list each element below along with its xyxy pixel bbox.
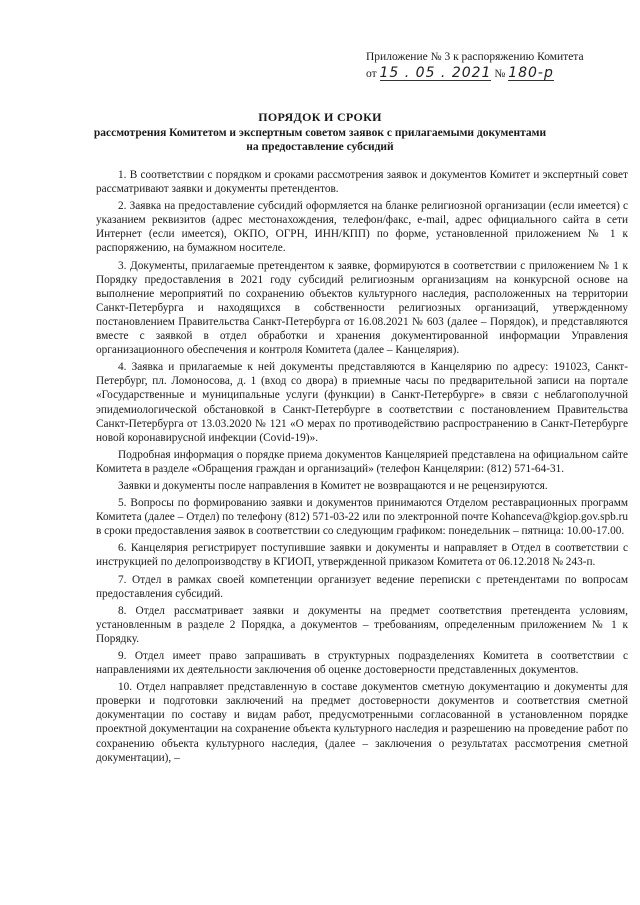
- handwritten-number: 180-р: [508, 65, 554, 81]
- paragraph-4: 4. Заявка и прилагаемые к ней документы представляются в Канцелярию по адресу: 191023, Санкт-Петербург, пл. Ломоносова, д. 1 (вход со двора) в приемные часы по предварительной записи на портале «Государственные и муниципальные услуги (функции) в Санкт-Петербурге» в связи с неблагополучной эпидемиологической обстановкой в Санкт-Петербурге в соответствии с постановлением Правительства Санкт-Петербурга от 13.03.2020 № 121 «О мерах по противодействию распространению в Санкт-Петербурге новой коронавирусной инфекции (Covid-19)».: [96, 361, 628, 444]
- paragraph-1: 1. В соответствии с порядком и сроками рассмотрения заявок и документов Комитет и экспертный совет рассматривают заявки и документы претендентов.: [96, 169, 628, 196]
- paragraph-3: 3. Документы, прилагаемые претендентом к заявке, формируются в соответствии с приложением № 1 к Порядку предоставления в 2021 году субсидий религиозным организациям на конкурсной основе на выполнение мероприятий по сохранению объектов культурного наследия, расположенных на территории Санкт-Петербурга и находящихся в собственности религиозных организаций, утвержденному постановлением Правительства Санкт-Петербурга от 16.08.2021 № 603 (далее – Порядок), и представляются вместе с заявкой в отдел обработки и хранения документированной информации Управления организационного обеспечения и контроля Комитета (далее – Канцелярия).: [96, 259, 628, 357]
- paragraph-4-note: Заявки и документы после направления в Комитет не возвращаются и не рецензируются.: [118, 479, 548, 492]
- number-label: №: [494, 68, 506, 80]
- paragraph-9: 9. Отдел имеет право запрашивать в структурных подразделениях Комитета в соответствии с направлениями их деятельности заключения об оценке достоверности представленных документов.: [96, 650, 628, 677]
- paragraph-7: 7. Отдел в рамках своей компетенции организует ведение переписки с претендентами по вопросам предоставления субсидий.: [96, 573, 628, 600]
- paragraph-5: 5. Вопросы по формированию заявки и документов принимаются Отделом реставрационных программ Комитета (далее – Отдел) по телефону (812) 571-03-22 или по электронной почте Kohanceva@kgiop.gov.spb.ru в сроки предоставления заявок в соответствии со следующим графиком: понедельник – пятница: 10.00-17.00.: [96, 497, 628, 538]
- document-subtitle: рассмотрения Комитетом и экспертным советом заявок с прилагаемыми документами на предоставление субсидий: [93, 127, 547, 153]
- date-prefix: от: [366, 68, 377, 80]
- appendix-header: [366, 50, 628, 81]
- document-title: ПОРЯДОК И СРОКИ: [258, 110, 382, 124]
- appendix-reference: Приложение № 3 к распоряжению Комитета: [366, 51, 584, 63]
- document-body: [96, 168, 628, 768]
- paragraph-4-details: Подробная информация о порядке приема документов Канцелярией представлена на официальном сайте Комитета в разделе «Обращения граждан и организаций» (телефон Канцелярии: (812) 571-64-31.: [96, 448, 628, 475]
- appendix-date-line: [366, 66, 628, 81]
- paragraph-6: 6. Канцелярия регистрирует поступившие заявки и документы и направляет в Отдел в соответствии с инструкцией по делопроизводству в КГИОП, утвержденной приказом Комитета от 06.12.2018 № 243-п.: [96, 542, 628, 569]
- paragraph-10: 10. Отдел направляет представленную в составе документов сметную документацию и документы для проверки и подготовки заключений на предмет достоверности документов и соответствия сметной документации по составу и видам работ, предусмотренными согласованной в установленном порядке проектной документации на сохранение объекта культурного наследия и разрешению на проведение работ по сохранению объекта культурного наследия, (далее – заключения о результатах рассмотрения сметной документации), –: [96, 681, 628, 764]
- paragraph-2: 2. Заявка на предоставление субсидий оформляется на бланке религиозной организации (если имеется) с указанием реквизитов (адрес местонахождения, телефон/факс, e-mail, адрес официального сайта в сети Интернет (если имеется), ОКПО, ОГРН, ИНН/КПП) по форме, установленной приложением № 1 к распоряжению, на бумажном носителе.: [96, 200, 628, 255]
- paragraph-8: 8. Отдел рассматривает заявки и документы на предмет соответствия претендента условиям, установленным в разделе 2 Порядка, а документов – требованиям, определенным приложением № 1 к Порядку.: [96, 604, 628, 645]
- handwritten-date: 15 . 05 . 2021: [379, 65, 492, 81]
